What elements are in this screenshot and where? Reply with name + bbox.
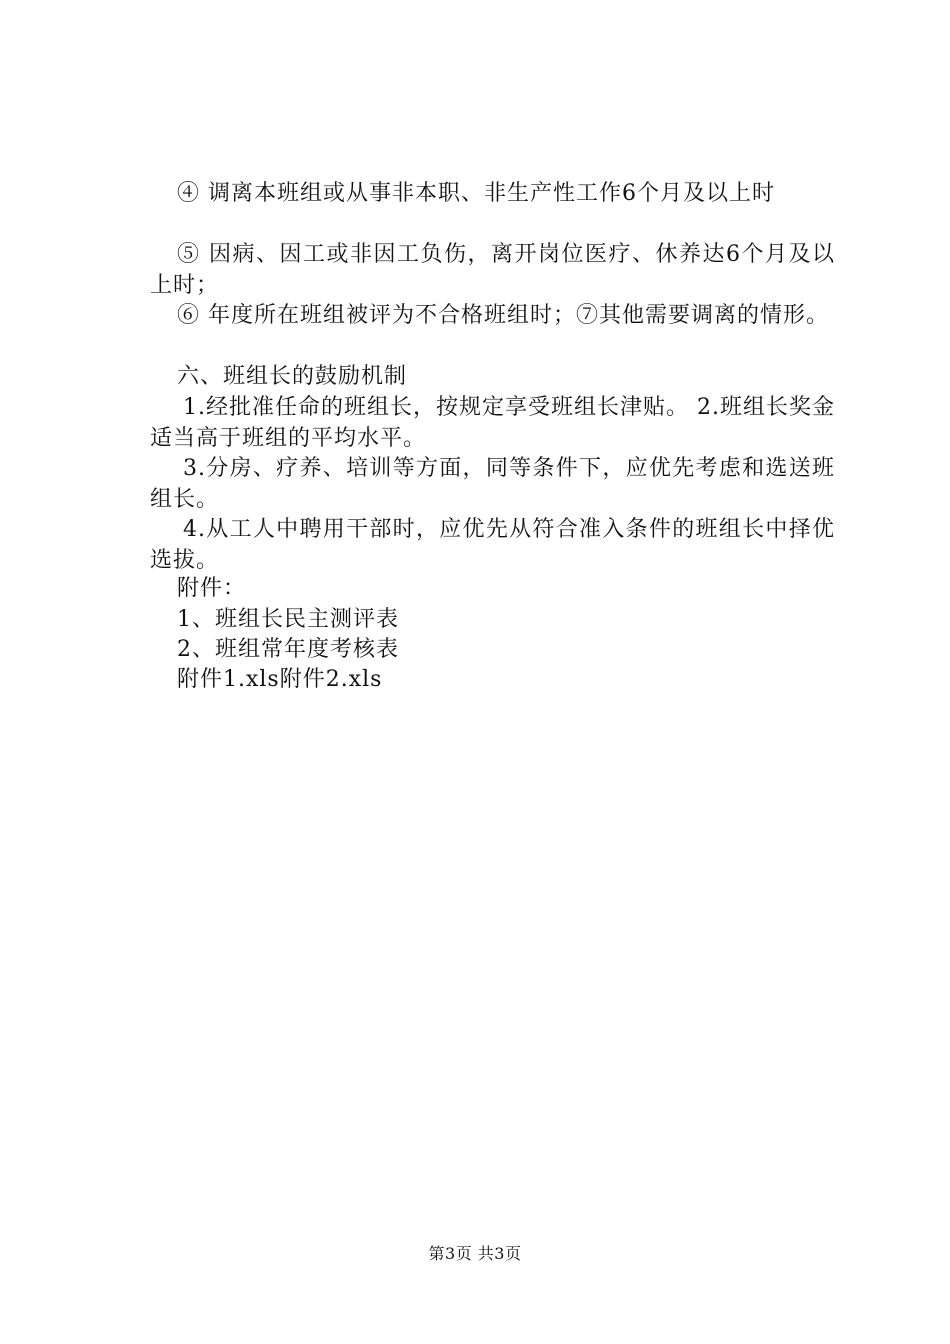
attachment-item-2: 2、班组常年度考核表 (177, 637, 399, 662)
paragraph-incentive-1-2: 1.经批准任命的班组长，按规定享受班组长津贴。 2.班组长奖金适当高于班组的平均水平。 (150, 395, 835, 451)
paragraph-item-4: ④ 调离本班组或从事非本职、非生产性工作6个月及以上时 (177, 181, 775, 206)
section-heading: 六、班组长的鼓励机制 (177, 364, 408, 389)
paragraph-incentive-3: 3.分房、疗养、培训等方面，同等条件下，应优先考虑和选送班组长。 (150, 456, 835, 512)
paragraph-item-6-7: ⑥ 年度所在班组被评为不合格班组时；⑦其他需要调离的情形。 (177, 303, 829, 328)
attachments-heading: 附件： (177, 576, 247, 601)
attachment-files: 附件1.xls附件2.xls (177, 667, 383, 692)
paragraph-item-5: ⑤ 因病、因工或非因工负伤，离开岗位医疗、休养达6个月及以上时； (150, 242, 835, 298)
paragraph-incentive-4: 4.从工人中聘用干部时，应优先从符合准入条件的班组长中择优选拔。 (150, 517, 835, 573)
page-number-footer: 第3页 共3页 (428, 1244, 522, 1263)
attachment-item-1: 1、班组长民主测评表 (177, 607, 399, 632)
